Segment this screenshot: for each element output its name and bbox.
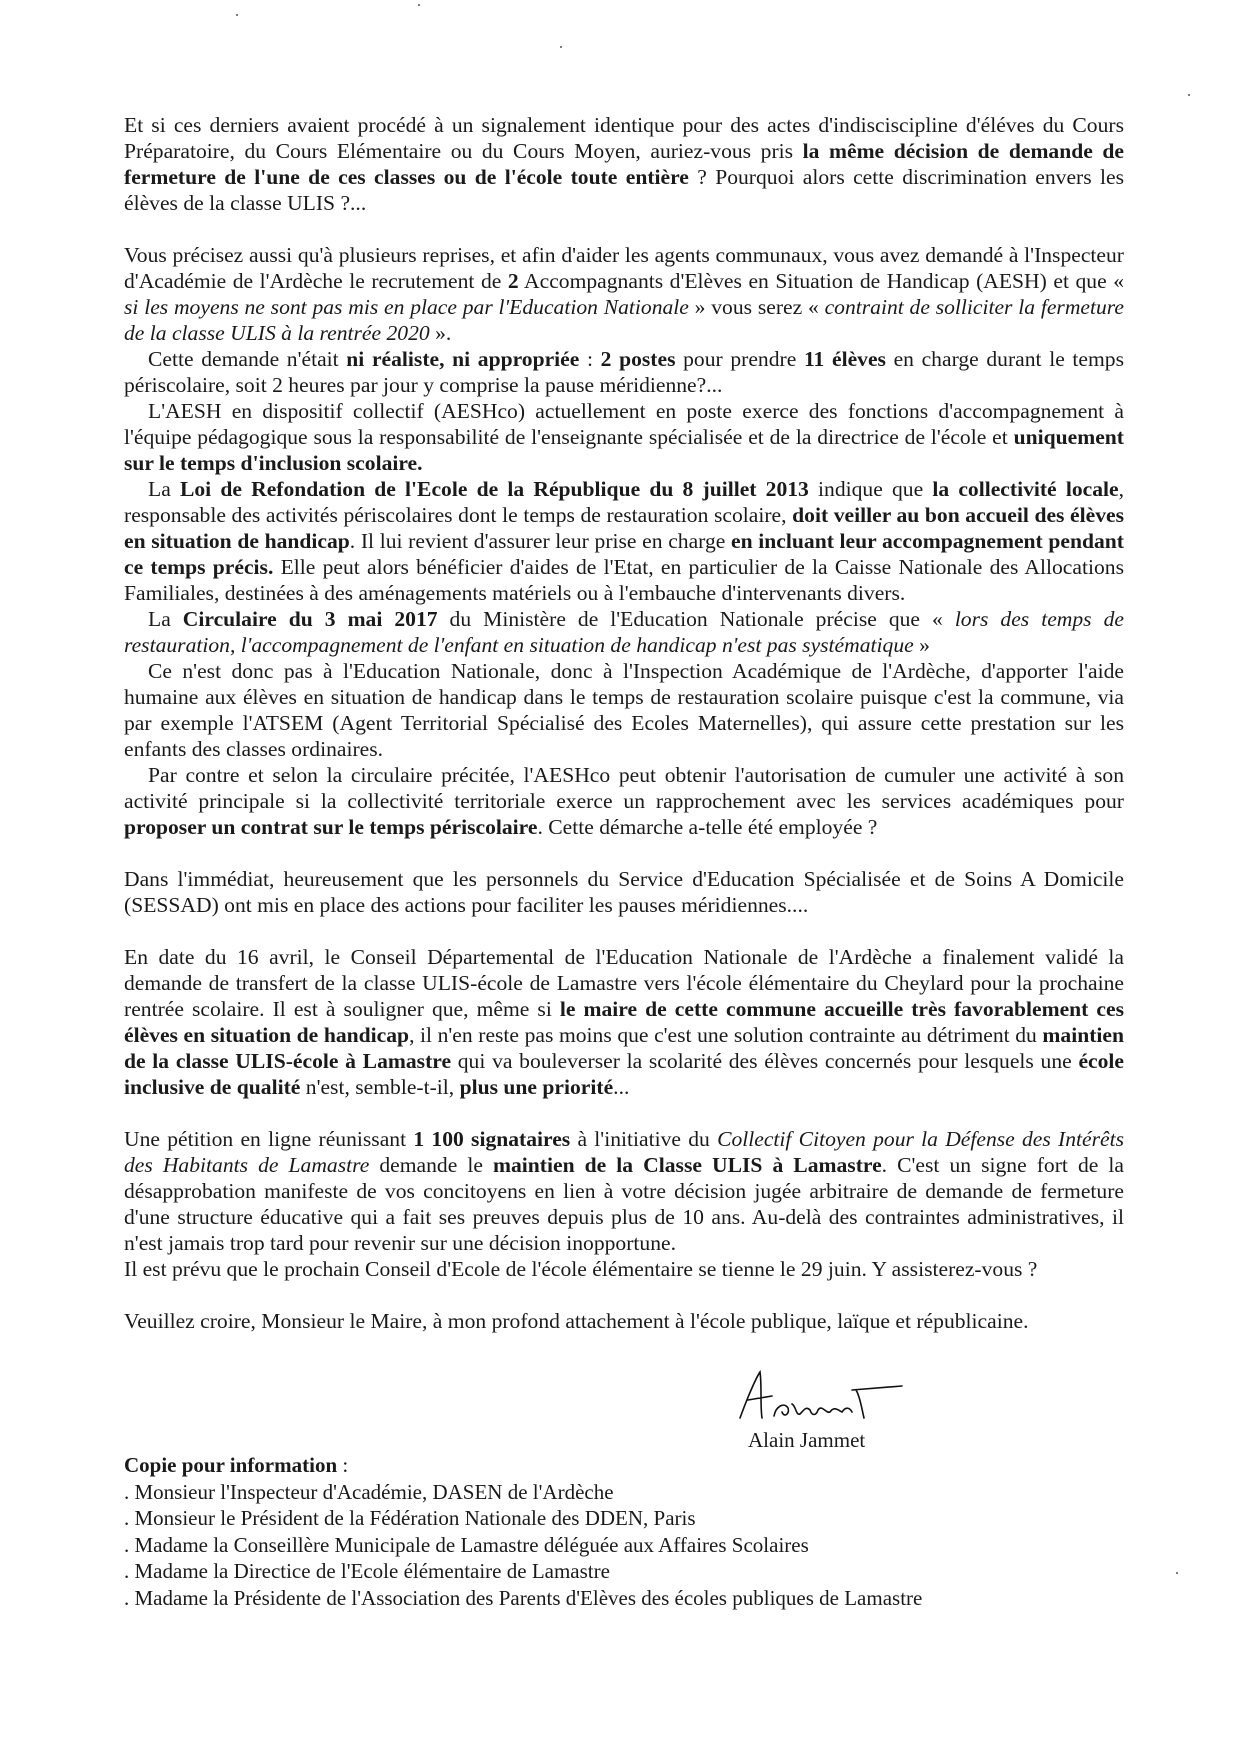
text-run: en charge durant le temps périscolaire, soit 2 heures par jour y comprise la pause méridienne?...	[124, 347, 1125, 397]
text-run: :	[579, 347, 601, 371]
letter-paragraph	[124, 658, 1124, 762]
text-run: Cette demande n'était	[148, 347, 347, 371]
text-run: L'AESH en dispositif collectif (AESHco) actuellement en poste exerce des fonctions d'accompagnement à l'équipe pédagogique sous la responsabilité de l'enseignante spécialisée et de la directrice de l'école et	[124, 399, 1124, 449]
text-run: . Il lui revient d'assurer leur prise en charge	[349, 529, 732, 553]
emphasis-bold: maintien de la classe ULIS-école à Lamastre	[124, 1023, 1124, 1073]
text-run: indique que	[808, 477, 933, 501]
letter-paragraph	[124, 1256, 1124, 1282]
emphasis-bold: la collectivité locale	[932, 477, 1119, 501]
copy-recipient: . Madame la Directice de l'Ecole élémentaire de Lamastre	[124, 1559, 610, 1583]
text-run: . Cette démarche a-telle été employée ?	[537, 815, 878, 839]
text-run: ? Pourquoi alors cette discrimination envers les élèves de la classe ULIS ?...	[124, 165, 1124, 215]
letter-paragraph	[124, 476, 1124, 606]
copy-recipient: . Monsieur l'Inspecteur d'Académie, DASEN de l'Ardèche	[124, 1479, 614, 1504]
letter-body	[124, 112, 1124, 1334]
quotation-italic: Collectif Citoyen pour la Défense des Intérêts des Habitants de Lamastre	[124, 1127, 1124, 1177]
text-run: pour prendre	[675, 347, 804, 371]
text-run: Accompagnants d'Elèves en Situation de Handicap (AESH) et que «	[518, 269, 1124, 293]
emphasis-bold: Circulaire du 3 mai 2017	[182, 607, 438, 631]
text-run: Dans l'immédiat, heureusement que les personnels du Service d'Education Spécialisée et de Soins A Domicile (SESSAD) ont mis en place des actions pour faciliter les pauses méridiennes....	[124, 867, 1124, 917]
copy-list	[124, 1452, 922, 1611]
letter-paragraph	[124, 112, 1124, 216]
emphasis-bold: 1 100 signataires	[413, 1127, 571, 1151]
text-run: »	[913, 633, 930, 657]
emphasis-bold: la même décision de demande de fermeture de l'une de ces classes ou de l'école toute entière	[124, 139, 1124, 189]
text-run: demande le	[369, 1153, 494, 1177]
copy-list-title	[124, 1452, 922, 1479]
text-run: , il n'en reste pas moins que c'est une solution contrainte au détriment du	[409, 1023, 1043, 1047]
quotation-italic: contraint de solliciter la fermeture de la classe ULIS à la rentrée 2020	[124, 295, 1124, 345]
text-run: à l'initiative du	[570, 1127, 718, 1151]
text-run: La	[148, 477, 180, 501]
handwritten-signature	[726, 1366, 906, 1432]
emphasis-bold: en incluant leur accompagnement pendant ce temps précis.	[124, 529, 1124, 579]
text-run: Veuillez croire, Monsieur le Maire, à mon profond attachement à l'école publique, laïque et républicaine.	[124, 1309, 1029, 1333]
emphasis-bold: 11 élèves	[803, 347, 886, 371]
scan-speck	[560, 46, 562, 48]
copy-recipient: . Madame la Présidente de l'Association des Parents d'Elèves des écoles publiques de Lamastre	[124, 1585, 923, 1610]
emphasis-bold: ni réaliste, ni appropriée	[346, 347, 580, 371]
emphasis-bold: école inclusive de qualité	[124, 1049, 1124, 1099]
emphasis-bold: maintien de la Classe ULIS à Lamastre	[493, 1153, 882, 1177]
scan-speck	[236, 14, 238, 16]
copy-list-title-colon: :	[337, 1453, 349, 1477]
text-run: ».	[429, 321, 452, 345]
emphasis-bold: uniquement sur le temps d'inclusion scolaire.	[124, 425, 1124, 475]
scan-speck	[1176, 1572, 1178, 1574]
scan-speck	[1188, 94, 1190, 96]
text-run: Par contre et selon la circulaire précitée, l'AESHco peut obtenir l'autorisation de cumuler une activité à son activité principale si la collectivité territoriale exerce un rapprochement avec les services académiques pour	[124, 763, 1124, 813]
text-run: Il est prévu que le prochain Conseil d'Ecole de l'école élémentaire se tienne le 29 juin. Y assisterez-vous ?	[124, 1257, 1038, 1281]
text-run: » vous serez «	[688, 295, 825, 319]
text-run: En date du 16 avril, le Conseil Départemental de l'Education Nationale de l'Ardèche a finalement validé la demande de transfert de la classe ULIS-école de Lamastre vers l'école élémentaire du Cheylard pour la prochaine rentrée scolaire. Il est à souligner que, même si	[124, 945, 1124, 1021]
letter-paragraph	[124, 866, 1124, 918]
emphasis-bold: doit veiller au bon accueil des élèves en situation de handicap	[124, 503, 1124, 553]
quotation-italic: lors des temps de restauration, l'accompagnement de l'enfant en situation de handicap n'est pas systématique	[124, 607, 1124, 657]
text-run: Elle peut alors bénéficier d'aides de l'Etat, en particulier de la Caisse Nationale des Allocations Familiales, destinées à des aménagements matériels ou à l'embauche d'intervenants divers.	[124, 555, 1124, 605]
copy-list-title-text: Copie pour information	[124, 1453, 338, 1477]
text-run: Et si ces derniers avaient procédé à un signalement identique pour des actes d'indisciscipline d'éléves du Cours Préparatoire, du Cours Elémentaire ou du Cours Moyen, auriez-vous pris	[124, 113, 1124, 163]
text-run: n'est, semble-t-il,	[300, 1075, 460, 1099]
letter-paragraph	[124, 1126, 1124, 1256]
letter-paragraph	[124, 242, 1124, 346]
text-run: Ce n'est donc pas à l'Education Nationale, donc à l'Inspection Académique de l'Ardèche, d'apporter l'aide humaine aux élèves en situation de handicap dans le temps de restauration scolaire puisque c'est la commune, via par exemple l'ATSEM (Agent Territorial Spécialisé des Ecoles Maternelles), qui assure cette prestation sur les enfants des classes ordinaires.	[124, 659, 1124, 761]
letter-paragraph	[124, 1308, 1124, 1334]
emphasis-bold: proposer un contrat sur le temps périscolaire	[124, 815, 538, 839]
text-run: Vous précisez aussi qu'à plusieurs reprises, et afin d'aider les agents communaux, vous avez demandé à l'Inspecteur d'Académie de l'Ardèche le recrutement de	[124, 243, 1124, 293]
emphasis-bold: 2 postes	[600, 347, 676, 371]
letter-paragraph	[124, 762, 1124, 840]
copy-recipient: . Monsieur le Président de la Fédération Nationale des DDEN, Paris	[124, 1506, 696, 1530]
text-run: La	[148, 607, 183, 631]
scan-speck	[418, 4, 420, 6]
letter-paragraph	[124, 606, 1124, 658]
text-run: Une pétition en ligne réunissant	[124, 1127, 414, 1151]
emphasis-bold: 2	[507, 269, 519, 293]
quotation-italic: si les moyens ne sont pas mis en place par l'Education Nationale	[124, 295, 689, 319]
emphasis-bold: Loi de Refondation de l'Ecole de la République du 8 juillet 2013	[179, 477, 809, 501]
emphasis-bold: plus une priorité	[459, 1075, 614, 1099]
text-run: , responsable des activités périscolaires dont le temps de restauration scolaire,	[124, 477, 1124, 527]
letter-paragraph	[124, 398, 1124, 476]
copy-recipient: . Madame la Conseillère Municipale de Lamastre déléguée aux Affaires Scolaires	[124, 1532, 809, 1557]
text-run: du Ministère de l'Education Nationale précise que «	[437, 607, 955, 631]
text-run: ...	[613, 1075, 630, 1099]
signatory-name: Alain Jammet	[748, 1428, 866, 1452]
emphasis-bold: le maire de cette commune accueille très favorablement ces élèves en situation de handicap	[124, 997, 1124, 1047]
letter-paragraph	[124, 944, 1124, 1100]
letter-paragraph	[124, 346, 1124, 398]
text-run: . C'est un signe fort de la désapprobation manifeste de vos concitoyens en lien à votre décision jugée arbitraire de demande de fermeture d'une structure éducative qui a fait ses preuves depuis plus de 10 ans. Au-delà des contraintes administratives, il n'est jamais trop tard pour revenir sur une décision inopportune.	[124, 1153, 1124, 1255]
text-run: qui va bouleverser la scolarité des élèves concernés pour lesquels une	[451, 1049, 1079, 1073]
